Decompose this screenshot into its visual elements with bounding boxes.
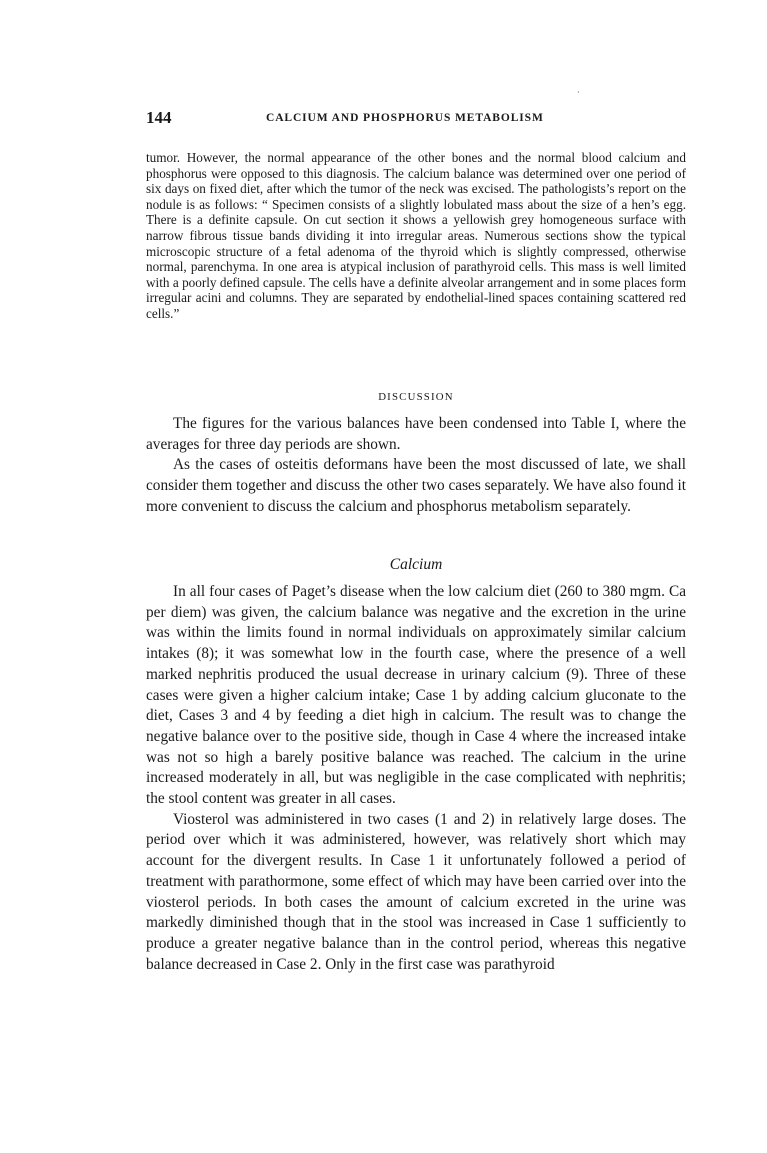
intro-paragraph-block [146, 150, 686, 322]
page-number: 144 [146, 108, 172, 127]
intro-paragraph: tumor. However, the normal appearance of the other bones and the normal blood calcium and phosphorus were opposed to this diagnosis. The calcium balance was determined over one period of six days on fixed diet, after which the tumor of the neck was excised. The pathologists’s report on the nodule is as follows: “ Specimen consists of a slightly lobulated mass about the size of a hen’s egg. There is a definite capsule. On cut section it shows a yellowish grey homogeneous surface with narrow fibrous tissue bands dividing it into irregular areas. Numerous sections show the typical microscopic structure of a fetal adenoma of the thyroid which is slightly compressed, otherwise normal, parenchyma. In one area is atypical inclusion of parathyroid cells. This mass is well limited with a poorly defined capsule. The cells have a definite alveolar arrangement and in some places form irregular acini and columns. They are separated by endothelial-lined spaces containing scattered red cells.” [146, 150, 686, 321]
discussion-heading: DISCUSSION [378, 391, 454, 403]
calcium-paragraph-1: In all four cases of Paget’s disease when the low calcium diet (260 to 380 mgm. Ca per diem) was given, the calcium balance was negative and the excretion in the urine was within the limits found in normal individuals on approximately similar calcium intakes (8); it was somewhat low in the fourth case, where the presence of a well marked nephritis produced the usual decrease in urinary calcium (9). Three of these cases were given a higher calcium intake; Case 1 by adding calcium gluconate to the diet, Cases 3 and 4 by feeding a diet high in calcium. The result was to change the negative balance over to the positive side, though in Case 4 where the increased intake was not so high a barely positive balance was reached. The calcium in the urine increased moderately in all, but was negligible in the case complicated with nephritis; the stool content was greater in all cases. [146, 583, 686, 808]
discussion-section [146, 414, 686, 518]
discussion-paragraph-2: As the cases of osteitis deformans have been the most discussed of late, we shall consider them together and discuss the other two cases separately. We have also found it more convenient to discuss the calcium and phosphorus metabolism separately. [146, 456, 686, 515]
running-title: CALCIUM AND PHOSPHORUS METABOLISM [266, 112, 544, 124]
calcium-section [146, 582, 686, 975]
page-speck: · [577, 88, 580, 97]
calcium-paragraph-2: Viosterol was administered in two cases (1 and 2) in relatively large doses. The period over which it was administered, however, was relatively short which may account for the divergent results. In Case 1 it unfortunately followed a period of treatment with parathormone, some effect of which may have been carried over into the viosterol periods. In both cases the amount of calcium excreted in the urine was markedly diminished though that in the stool was increased in Case 1 sufficiently to produce a greater negative balance than in the control period, whereas this negative balance decreased in Case 2. Only in the first case was parathyroid [146, 810, 686, 973]
discussion-paragraph-1: The figures for the various balances have been condensed into Table I, where the averages for three day periods are shown. [146, 415, 686, 453]
page-header [146, 108, 686, 130]
calcium-heading: Calcium [389, 556, 443, 573]
